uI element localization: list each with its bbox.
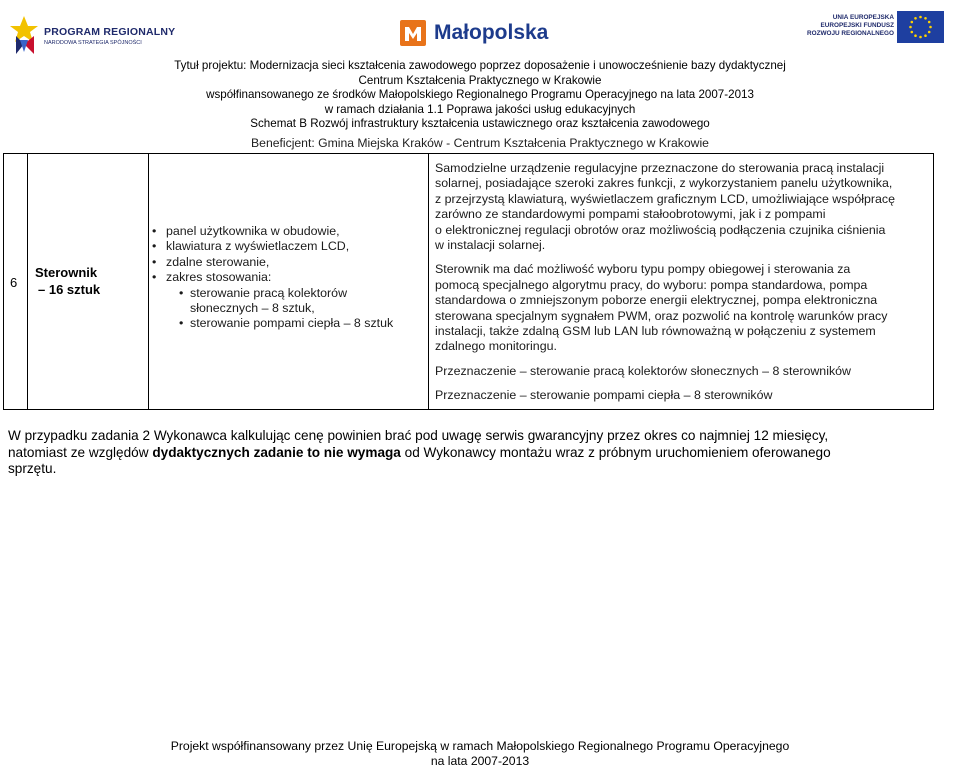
- paragraph-text: natomiast ze względów: [8, 444, 153, 460]
- program-regionalny-title: PROGRAM REGIONALNY: [44, 26, 176, 38]
- project-title-line: Tytuł projektu: Modernizacja sieci kształcenia zawodowego poprzez doposażenie i unowocześnienie bazy dydaktycznej: [174, 59, 786, 72]
- features-cell: [156, 224, 426, 332]
- description-line: pomocą specjalnego algorytmu pracy, do wyboru: pompa standardowa, pompa: [435, 277, 868, 292]
- item-quantity: – 16 sztuk: [38, 282, 101, 297]
- paragraph-line: W przypadku zadania 2 Wykonawca kalkulując cenę powinien brać pod uwagę serwis gwarancyjny przez okres co najmniej 12 miesięcy,: [8, 428, 829, 443]
- paragraph-line: sprzętu.: [8, 461, 57, 477]
- description-line: w instalacji solarnej.: [435, 238, 546, 253]
- program-regionalny-logo: [10, 14, 176, 58]
- eu-logo-text: [807, 14, 894, 39]
- description-line: z przejrzystą klawiaturą, wyświetlaczem graficznym LCD, umożliwiające współpracę: [435, 191, 895, 206]
- feature-subitem: [178, 316, 426, 331]
- table-divider: [148, 154, 149, 409]
- eu-line-3: ROZWOJU REGIONALNEGO: [807, 30, 894, 38]
- feature-item: • panel użytkownika w obudowie,: [156, 224, 426, 239]
- footer-line: na lata 2007-2013: [430, 754, 530, 768]
- project-action-line: w ramach działania 1.1 Poprawa jakości usług edukacyjnych: [324, 102, 636, 116]
- description-line: zarówno ze standardowymi pompami stałoobrotowymi, jak i z pompami: [435, 207, 826, 222]
- purpose-line-heat-pumps: Przeznaczenie – sterowanie pompami ciepła – 8 sterowników: [435, 388, 773, 403]
- project-center-line: Centrum Kształcenia Praktycznego w Krakowie: [358, 73, 602, 87]
- feature-item: • zdalne sterowanie,: [156, 255, 426, 270]
- purpose-line-collectors: Przeznaczenie – sterowanie pracą kolektorów słonecznych – 8 sterowników: [435, 363, 851, 378]
- paragraph-bold-text: dydaktycznych zadanie to nie wymaga: [152, 444, 401, 460]
- description-paragraph-1: [435, 161, 931, 253]
- program-regionalny-subtitle: NARODOWA STRATEGIA SPÓJNOŚCI: [44, 40, 142, 46]
- description-line: o elektronicznej regulacji obrotów oraz możliwością podłączenia czujnika ciśnienia: [435, 222, 886, 237]
- malopolska-logo: [398, 18, 549, 52]
- description-paragraph-2: [435, 262, 931, 354]
- beneficiary-line: Beneficjent: Gmina Miejska Kraków - Centrum Kształcenia Praktycznego w Krakowie: [251, 136, 709, 150]
- eu-line-1: UNIA EUROPEJSKA: [832, 14, 894, 21]
- page-footer: [0, 739, 960, 769]
- item-name: Sterownik: [35, 265, 98, 280]
- equipment-table-row: [3, 153, 934, 410]
- eu-logo: [800, 8, 952, 44]
- paragraph-line: [8, 445, 930, 462]
- feature-subitem-text: sterowanie pompami ciepła – 8 sztuk: [190, 316, 394, 331]
- feature-subitem-continuation: słonecznych – 8 sztuk,: [190, 301, 315, 316]
- warranty-paragraph: [8, 428, 930, 478]
- item-name-cell: [35, 264, 145, 298]
- program-regionalny-emblem-icon: [10, 14, 40, 56]
- feature-subitem: [178, 286, 426, 301]
- eu-line-2: EUROPEJSKI FUNDUSZ: [820, 22, 894, 30]
- project-scheme-line: Schemat B Rozwój infrastruktury kształcenia ustawicznego oraz kształcenia zawodowego: [250, 117, 710, 131]
- description-line: solarnej, posiadające szeroki zakres funkcji, z wykorzystaniem panelu użytkownika,: [435, 176, 893, 191]
- description-line: instalacji, także zdalną GSM lub LAN lub równoważną w połączeniu z systemem: [435, 324, 876, 339]
- project-funding-line: współfinansowanego ze środków Małopolskiego Regionalnego Programu Operacyjnego na lata 2007-2013: [206, 88, 754, 102]
- feature-item: • zakres stosowania:: [156, 270, 426, 285]
- paragraph-text: od Wykonawcy montażu wraz z próbnym uruchomieniem oferowanego: [400, 444, 831, 460]
- project-header: [0, 59, 960, 132]
- footer-line: Projekt współfinansowany przez Unię Europejską w ramach Małopolskiego Regionalnego Programu Operacyjnego: [170, 739, 790, 753]
- malopolska-emblem-icon: [400, 20, 430, 48]
- description-line: zdalnego monitoringu.: [435, 339, 557, 354]
- feature-subitem-text: sterowanie pracą kolektorów: [190, 285, 348, 300]
- description-cell: [435, 161, 931, 404]
- description-line: Samodzielne urządzenie regulacyjne przeznaczone do sterowania pracą instalacji: [435, 161, 885, 175]
- feature-item: • klawiatura z wyświetlaczem LCD,: [156, 239, 426, 254]
- description-line: standardowa o zmniejszonym poborze energii elektrycznej, pompa elektroniczna: [435, 293, 878, 308]
- eu-flag-icon: [897, 11, 944, 43]
- malopolska-wordmark: Małopolska: [434, 21, 549, 44]
- row-number: 6: [10, 275, 18, 290]
- table-divider: [27, 154, 28, 409]
- description-line: sterowana specjalnym sygnałem PWM, oraz pozwolić na kontrolę warunków pracy: [435, 308, 888, 323]
- description-line: Sterownik ma dać możliwość wyboru typu pompy obiegowej i sterowania za: [435, 262, 851, 277]
- table-divider: [428, 154, 429, 409]
